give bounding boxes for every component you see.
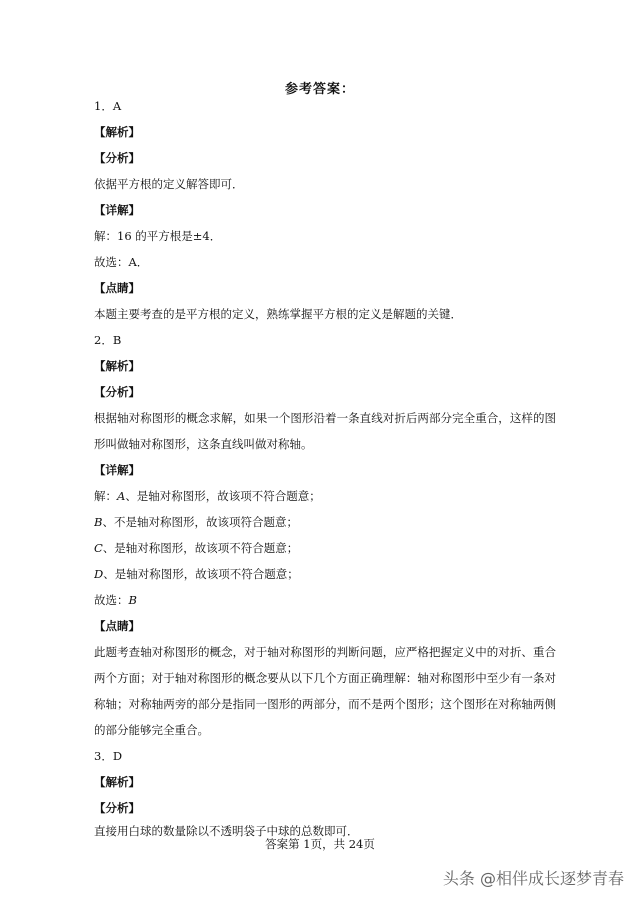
q2-option-d-line <box>94 561 556 587</box>
q2-option-b-letter: B <box>94 515 103 529</box>
q2-xiangjie-heading: 【详解】 <box>94 463 140 477</box>
q1-answer: 1．A <box>94 99 122 113</box>
q2-dianjing-heading: 【点睛】 <box>94 619 140 633</box>
q1-jiexi-heading: 【解析】 <box>94 125 140 139</box>
q3-jiexi-heading: 【解析】 <box>94 775 140 789</box>
q1-dianjing-heading: 【点睛】 <box>94 281 140 295</box>
q2-option-a-prefix: 解： <box>94 489 117 503</box>
q2-fenxi-line-1: 根据轴对称图形的概念求解，如果一个图形沿着一条直线对折后两部分完全重合，这样的图 <box>94 411 556 425</box>
q2-dianjing-line-4: 的部分能够完全重合。 <box>94 723 209 737</box>
q2-choice-prefix: 故选： <box>94 593 129 607</box>
q2-choice-letter: B <box>128 593 137 607</box>
q2-dianjing-line-3: 称轴；对称轴两旁的部分是指同一图形的两部分，而不是两个图形；这个图形在对称轴两侧 <box>94 697 556 711</box>
q2-fenxi-line-2: 形叫做轴对称图形，这条直线叫做对称轴。 <box>94 437 313 451</box>
q1-fenxi-heading: 【分析】 <box>94 151 140 165</box>
q3-fenxi-heading: 【分析】 <box>94 801 140 815</box>
q2-choice-line <box>94 587 556 613</box>
q2-jiexi-heading: 【解析】 <box>94 359 140 373</box>
q2-dianjing-line-2: 两个方面；对于轴对称图形的概念要从以下几个方面正确理解：轴对称图形中至少有一条对 <box>94 671 556 685</box>
q2-fenxi-heading: 【分析】 <box>94 385 140 399</box>
q1-fenxi-text: 依据平方根的定义解答即可． <box>94 177 244 191</box>
q2-option-d-text: 、是轴对称图形，故该项不符合题意； <box>103 567 299 581</box>
q2-option-c-letter: C <box>94 541 103 555</box>
q2-option-b-text: 、不是轴对称图形，故该项符合题意； <box>102 515 298 529</box>
q2-option-a-line <box>94 483 556 509</box>
watermark: 头条 @相伴成长逐梦青春 <box>442 869 624 888</box>
q3-answer: 3．D <box>94 749 123 763</box>
q1-xiangjie-heading: 【详解】 <box>94 203 140 217</box>
q2-dianjing-line-1: 此题考查轴对称图形的概念，对于轴对称图形的判断问题，应严格把握定义中的对折、重合 <box>94 645 556 659</box>
page-title: 参考答案： <box>284 82 355 97</box>
q2-option-c-text: 、是轴对称图形，故该项不符合题意； <box>102 541 299 555</box>
q2-answer: 2．B <box>94 333 122 347</box>
q2-option-a-text: 、是轴对称图形，故该项不符合题意； <box>125 489 321 503</box>
q2-option-c-line <box>94 535 556 561</box>
q2-option-d-letter: D <box>94 567 104 581</box>
q1-solution-line: 解：16 的平方根是±4． <box>94 229 222 243</box>
q2-option-a-letter: A <box>117 489 126 503</box>
page-footer: 答案第 1页，共 24页 <box>265 837 375 851</box>
q2-option-b-line <box>94 509 556 535</box>
q3-fenxi-text: 直接用白球的数量除以不透明袋子中球的总数即可． <box>94 824 359 838</box>
q1-dianjing-text: 本题主要考查的是平方根的定义，熟练掌握平方根的定义是解题的关键． <box>94 307 462 321</box>
q1-choice-line: 故选：A． <box>94 255 149 269</box>
